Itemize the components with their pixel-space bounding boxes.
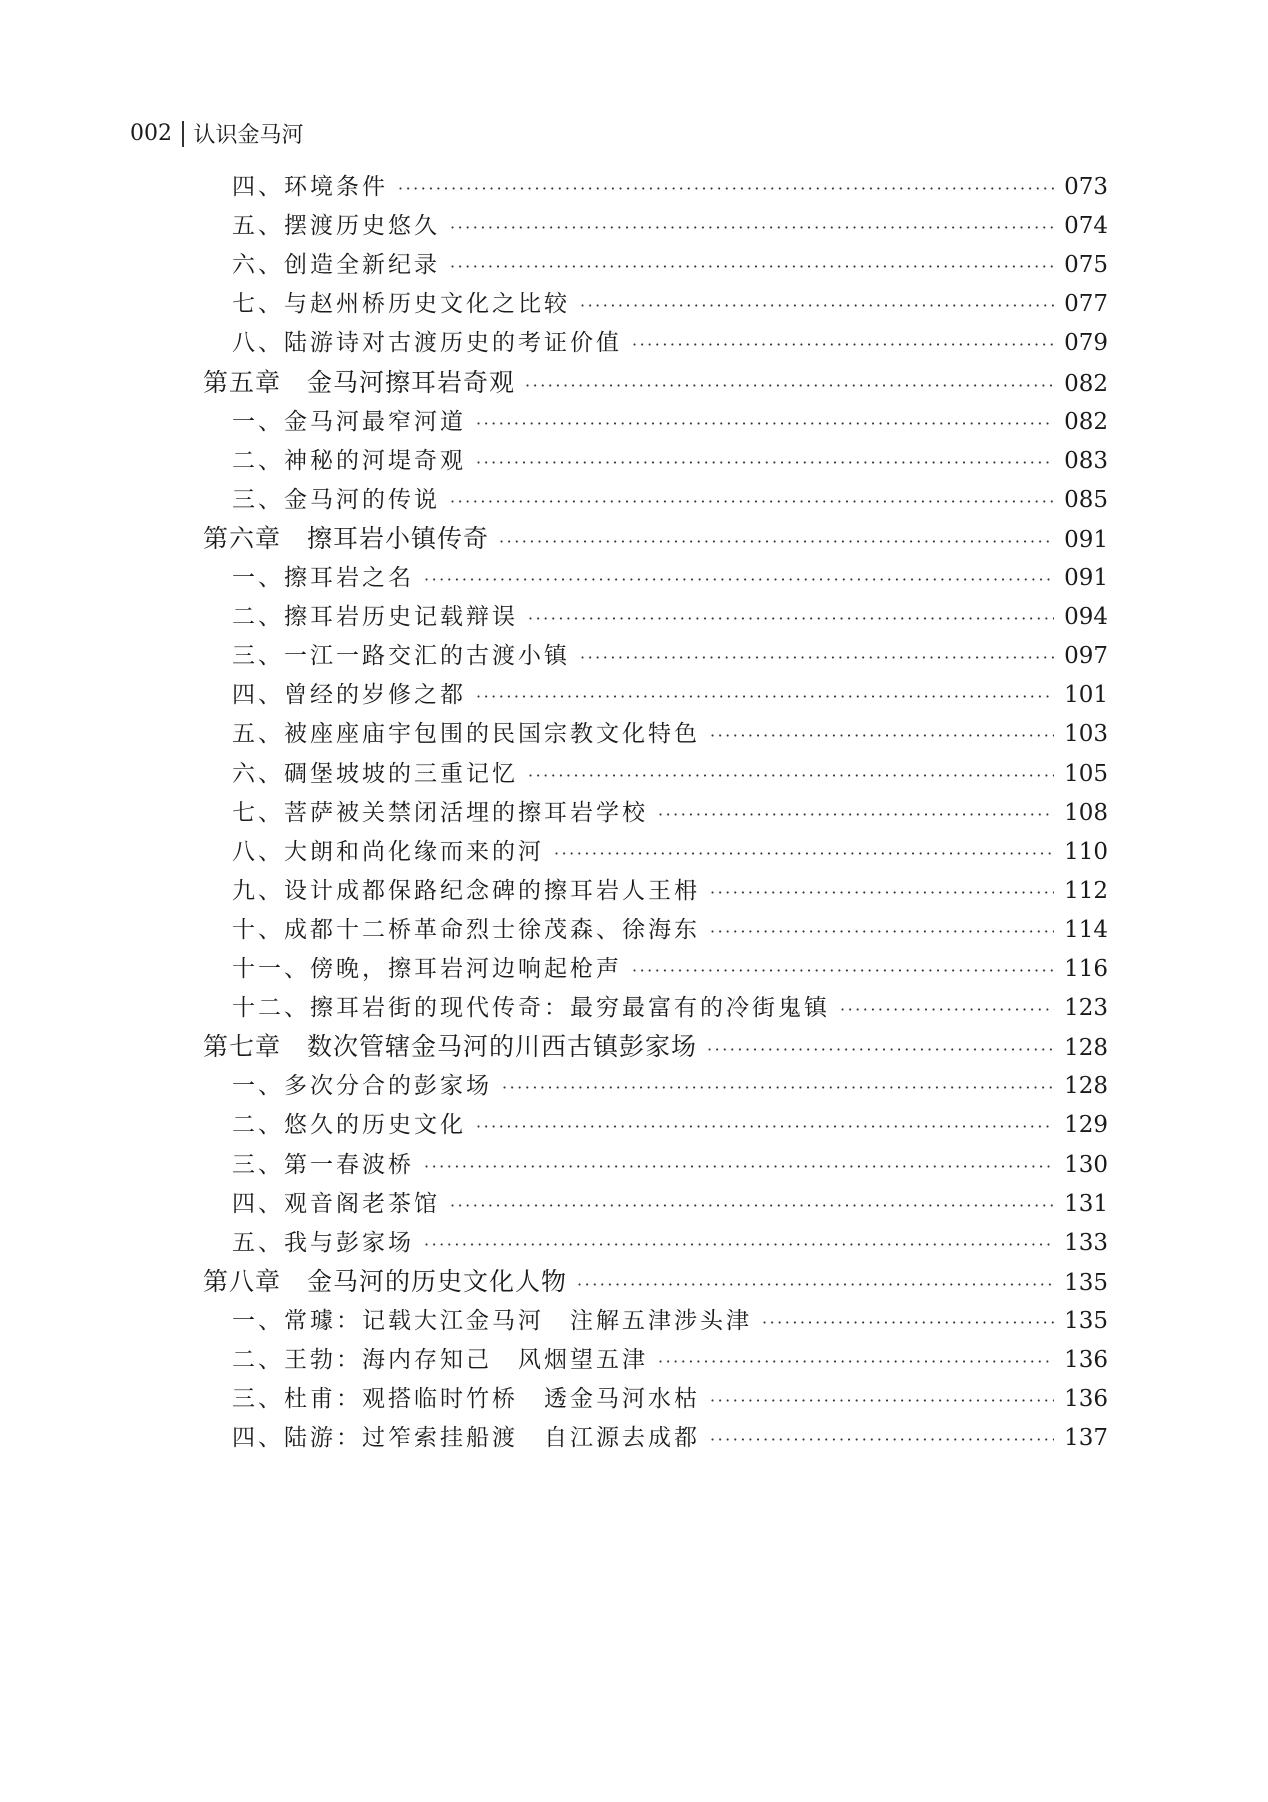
toc-section-entry	[232, 1221, 1108, 1265]
toc-entry-page: 077	[1064, 291, 1108, 318]
header-page-number: 002	[130, 121, 172, 146]
toc-section-entry	[232, 478, 1108, 522]
toc-entry-title: 二、神秘的河堤奇观	[232, 447, 466, 474]
toc-entry-page: 135	[1064, 1269, 1108, 1296]
toc-section-entry	[232, 869, 1108, 913]
toc-entry-title: 七、与赵州桥历史文化之比较	[232, 291, 570, 318]
toc-entry-title: 五、我与彭家场	[232, 1229, 414, 1256]
toc-entry-title: 四、环境条件	[232, 174, 388, 200]
toc-entry-title: 八、陆游诗对古渡历史的考证价值	[232, 330, 622, 357]
toc-section-entry	[232, 947, 1108, 991]
toc-section-entry	[232, 1299, 1108, 1343]
toc-section-entry	[232, 673, 1108, 717]
toc-entry-title: 三、第一春波桥	[232, 1151, 414, 1178]
toc-section-entry	[232, 1064, 1108, 1108]
toc-section-entry	[232, 752, 1108, 796]
toc-entry-page: 073	[1064, 174, 1108, 200]
toc-entry-title: 五、摆渡历史悠久	[232, 213, 440, 240]
toc-entry-page: 105	[1064, 760, 1108, 787]
toc-entry-title: 九、设计成都保路纪念碑的擦耳岩人王枏	[232, 877, 700, 904]
toc-entry-page: 083	[1064, 447, 1108, 474]
toc-chapter-entry	[203, 1025, 1108, 1069]
toc-section-entry	[232, 243, 1108, 287]
toc-entry-title: 六、创造全新纪录	[232, 252, 440, 279]
toc-entry-page: 074	[1064, 213, 1108, 240]
toc-entry-page: 112	[1064, 877, 1108, 904]
toc-section-entry	[232, 1338, 1108, 1382]
toc-section-entry	[232, 830, 1108, 874]
toc-entry-title: 十一、傍晚，擦耳岩河边响起枪声	[232, 956, 622, 982]
toc-entry-page: 123	[1064, 995, 1108, 1022]
toc-entry-page: 136	[1064, 1386, 1108, 1413]
toc-entry-page: 130	[1064, 1151, 1108, 1178]
toc-entry-page: 133	[1064, 1229, 1108, 1256]
toc-entry-page: 137	[1064, 1425, 1108, 1452]
toc-section-entry	[232, 712, 1108, 756]
toc-entry-page: 114	[1064, 916, 1108, 943]
toc-entry-title: 三、金马河的传说	[232, 486, 440, 513]
toc-section-entry	[232, 556, 1108, 600]
toc-section-entry	[232, 1416, 1108, 1460]
toc-chapter-entry	[203, 517, 1108, 561]
toc-entry-title: 十、成都十二桥革命烈士徐茂森、徐海东	[232, 916, 700, 943]
toc-entry-title: 三、一江一路交汇的古渡小镇	[232, 643, 570, 670]
toc-section-entry	[232, 908, 1108, 952]
toc-entry-title: 七、菩萨被关禁闭活埋的擦耳岩学校	[232, 799, 648, 826]
toc-entry-title: 第八章 金马河的历史文化人物	[203, 1266, 568, 1296]
toc-entry-page: 110	[1064, 838, 1108, 865]
toc-section-entry	[232, 1143, 1108, 1187]
toc-entry-title: 第五章 金马河擦耳岩奇观	[203, 367, 516, 397]
toc-entry-page: 094	[1064, 604, 1108, 631]
toc-entry-page: 129	[1064, 1112, 1108, 1139]
toc-section-entry	[232, 321, 1108, 365]
toc-entry-title: 二、擦耳岩历史记载辩误	[232, 604, 518, 631]
toc-entry-title: 四、曾经的岁修之都	[232, 682, 466, 709]
header-book-title: 认识金马河	[193, 123, 304, 148]
toc-entry-page: 128	[1064, 1073, 1108, 1100]
toc-entry-title: 一、多次分合的彭家场	[232, 1073, 492, 1100]
toc-section-entry	[232, 1377, 1108, 1421]
running-header	[130, 118, 304, 149]
toc-entry-title: 一、金马河最窄河道	[232, 408, 466, 435]
toc-entry-page: 075	[1064, 252, 1108, 279]
toc-entry-title: 八、大朗和尚化缘而来的河	[232, 838, 544, 865]
header-divider	[182, 121, 184, 147]
toc-section-entry	[232, 1103, 1108, 1147]
toc-entry-title: 第七章 数次管辖金马河的川西古镇彭家场	[203, 1032, 698, 1062]
toc-entry-title: 第六章 擦耳岩小镇传奇	[203, 523, 490, 553]
toc-entry-page: 097	[1064, 643, 1108, 670]
toc-section-entry	[232, 1182, 1108, 1226]
toc-section-entry	[232, 439, 1108, 483]
toc-entry-page: 079	[1064, 330, 1108, 357]
toc-leader-dots	[710, 1418, 1054, 1462]
toc-section-entry	[232, 282, 1108, 326]
toc-section-entry	[232, 595, 1108, 639]
toc-section-entry	[232, 204, 1108, 248]
toc-entry-page: 091	[1064, 526, 1108, 553]
toc-section-entry	[232, 400, 1108, 444]
toc-entry-title: 一、常璩：记载大江金马河 注解五津涉头津	[232, 1307, 752, 1334]
toc-entry-page: 136	[1064, 1347, 1108, 1373]
toc-chapter-entry	[203, 361, 1108, 405]
toc-section-entry	[232, 791, 1108, 835]
toc-entry-title: 三、杜甫：观搭临时竹桥 透金马河水枯	[232, 1386, 700, 1413]
toc-entry-page: 091	[1064, 565, 1108, 591]
toc-entry-title: 一、擦耳岩之名	[232, 565, 414, 591]
toc-chapter-entry	[203, 1260, 1108, 1304]
toc-entry-title: 四、陆游：过笮索挂船渡 自江源去成都	[232, 1425, 700, 1452]
toc-entry-title: 四、观音阁老茶馆	[232, 1190, 440, 1217]
toc-entry-page: 103	[1064, 721, 1108, 748]
toc-entry-page: 085	[1064, 486, 1108, 513]
toc-entry-page: 082	[1064, 408, 1108, 435]
toc-entry-title: 六、碉堡坡坡的三重记忆	[232, 760, 518, 787]
toc-entry-page: 082	[1064, 370, 1108, 397]
toc-entry-title: 二、王勃：海内存知己 风烟望五津	[232, 1347, 648, 1373]
toc-entry-page: 108	[1064, 799, 1108, 826]
toc-entry-page: 116	[1064, 956, 1108, 982]
toc-entry-page: 131	[1064, 1190, 1108, 1217]
toc-entry-title: 五、被座座庙宇包围的民国宗教文化特色	[232, 721, 700, 748]
toc-entry-page: 128	[1064, 1035, 1108, 1062]
toc-section-entry	[232, 165, 1108, 209]
toc-entry-page: 135	[1064, 1307, 1108, 1334]
toc-section-entry	[232, 634, 1108, 678]
toc-entry-page: 101	[1064, 682, 1108, 709]
toc-entry-title: 十二、擦耳岩街的现代传奇：最穷最富有的冷街鬼镇	[232, 995, 830, 1022]
toc-section-entry	[232, 986, 1108, 1030]
toc-entry-title: 二、悠久的历史文化	[232, 1112, 466, 1139]
